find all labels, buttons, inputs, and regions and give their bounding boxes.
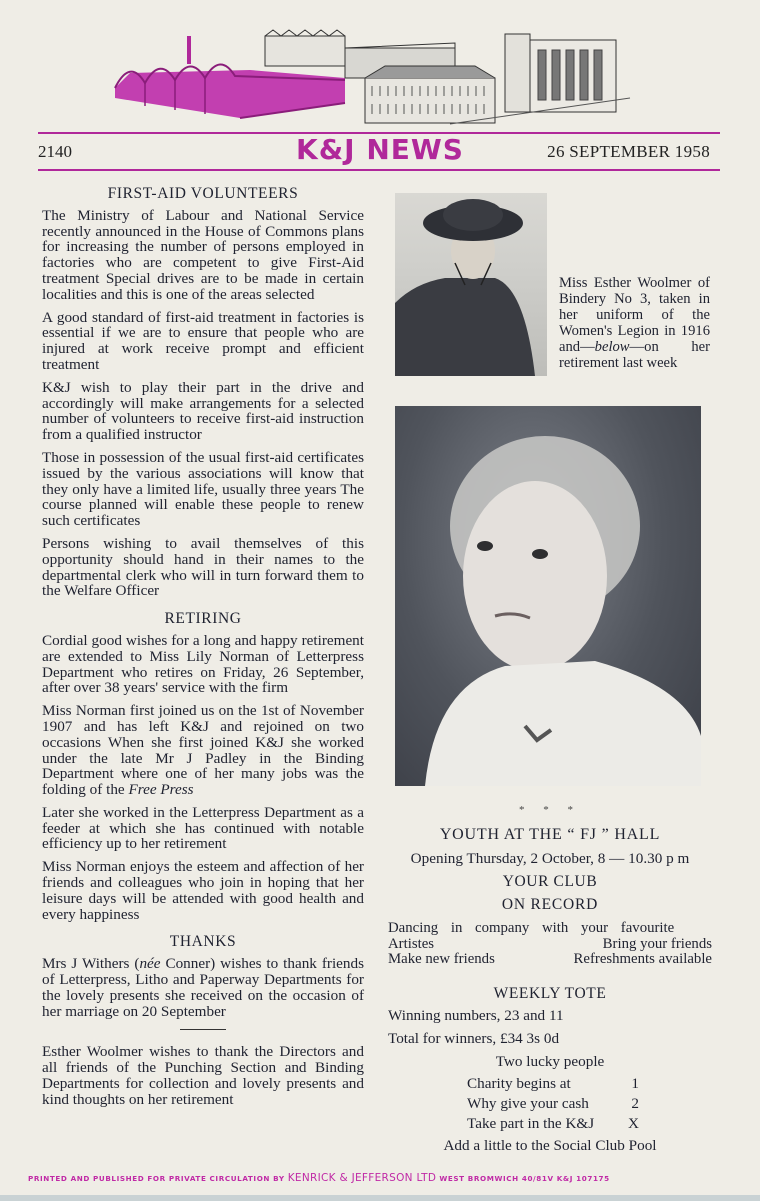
retiring-heading: RETIRING [164,610,242,628]
masthead-rule-bottom [38,169,720,171]
youth-details [388,921,712,968]
first-aid-heading: FIRST-AID VOLUNTEERS [107,185,299,202]
verse-text: Take part in the K&J [467,1115,595,1132]
dancing-line [388,921,712,937]
youth-heading: YOUTH AT THE “ FJ ” HALL [439,826,661,843]
portrait-uniform-illustration [395,193,547,376]
verse-line [467,1115,639,1133]
first-aid-paragraph: The Ministry of Labour and National Service recently announced in the House of Commons plans for increasing the number of persons employed in factories who are competent to give First-Aid treatment Special drives are to be made in certain localities and this is one of the areas selected [42,206,364,303]
first-aid-paragraph: A good standard of first-aid treatment in factories is essential if we are to ensure that people who are injured at work receive prompt and efficient treatment [42,308,364,373]
photo-caption [559,275,710,371]
first-aid-paragraph: Persons wishing to avail themselves of this opportunity should hand in their names to the departmental clerk who will in turn forward them to the Welfare Officer [42,534,364,600]
retiring-paragraph [42,703,364,798]
portrait-retirement-illustration [395,406,701,786]
retiring-paragraph-text: Miss Norman first joined us on the 1st of November 1907 and has left K&J and rejoined on two occasions When she first joined K&J she worked under the late Mr J Padley in the Binding Department where one of her many jobs was the folding of the [42,702,364,799]
retiring-paragraph: Cordial good wishes for a long and happy retirement are extended to Miss Lily Norman of Letterpress Department who retires on Friday, 26 September, after over 38 years' service with the firm [42,631,364,697]
left-column [42,186,364,1115]
artistes-line [388,937,712,953]
caption-text-end: —on her retirement last week [559,339,710,371]
bring-friends-text: Bring your friends [602,935,712,952]
imprint-suffix: WEST BROMWICH 40/81V K&J 107175 [436,1174,610,1183]
short-divider [180,1029,226,1030]
nee-italic: née [139,955,161,973]
photo-retirement-portrait [395,406,701,786]
verse-mark: X [628,1115,639,1132]
withers-text-end: Conner) wishes to thank friends of Letterpress, Litho and Paperway Departments for the lovely presents she received on the occasion of her marriage on 20 September [42,955,365,1020]
verse-line [467,1075,639,1093]
on-record-line: ON RECORD [501,896,599,913]
tote-winning-numbers: Winning numbers, 23 and 11 [388,1007,564,1024]
newsletter-title: K&J NEWS [296,133,464,166]
tote-heading: WEEKLY TOTE [493,985,607,1002]
imprint-footer [28,1172,728,1184]
friends-line [388,952,712,968]
first-aid-paragraph: Those in possession of the usual first-aid certificates issued by the various associations will know that they only have a limited life, usually three years The course planned will enable these people to renew such certificates [42,448,364,530]
verse-text: Why give your cash [467,1095,589,1112]
retiring-paragraph: Miss Norman enjoys the esteem and affection of her friends and colleagues who join in hoping that her leisure days will be attended with good health and every happiness [42,858,364,923]
thanks-heading: THANKS [169,933,237,951]
imprint-company: KENRICK & JEFFERSON LTD [287,1172,437,1184]
retiring-article [42,611,364,922]
scan-edge [0,1195,760,1201]
tote-total: Total for winners, £34 3s 0d [388,1030,560,1047]
photo-1916-uniform [395,193,547,376]
tote-lucky: Two lucky people [495,1053,605,1070]
caption-text-start: Miss Esther Woolmer of Bindery No 3, taken in her uniform of the Women's Legion in 1916 and— [559,275,710,355]
artistes-text: Artistes [388,935,435,952]
retiring-paragraph: Later she worked in the Letterpress Department as a feeder at which she has continued with notable efficiency up to her retirement [42,803,364,853]
free-press-title: Free Press [128,781,194,799]
first-aid-article [42,186,364,599]
verse-line [467,1095,639,1113]
withers-thanks [42,956,364,1019]
your-club-line: YOUR CLUB [502,873,598,890]
thanks-article [42,934,364,1107]
dancing-text: Dancing in company with your favourite [388,920,675,936]
youth-opening: Opening Thursday, 2 October, 8 — 10.30 p m [410,850,690,867]
withers-text-start: Mrs J Withers ( [42,955,140,973]
imprint-prefix: PRINTED AND PUBLISHED FOR PRIVATE CIRCULATION BY [28,1174,288,1183]
verse-text: Charity begins at [467,1075,571,1092]
tote-closing: Add a little to the Social Club Pool [443,1137,657,1154]
section-separator-stars: * * * [519,804,581,816]
first-aid-paragraph: K&J wish to play their part in the drive and accordingly will make arrangements for a selected number of volunteers to receive first-aid instruction from a qualified instructor [42,378,364,444]
woolmer-thanks: Esther Woolmer wishes to thank the Directors and all friends of the Punching Section and Binding Departments for collection and lovely presents and kind thoughts on her retirement [42,1043,364,1108]
issue-number: 2140 [38,142,72,161]
verse-mark: 2 [631,1095,639,1112]
factory-illustration [110,28,650,126]
new-friends-text: Make new friends [388,951,495,967]
refreshments-text: Refreshments available [573,951,712,967]
issue-date: 26 SEPTEMBER 1958 [547,142,710,161]
verse-mark: 1 [631,1075,639,1092]
caption-below-italic: below [594,339,630,355]
